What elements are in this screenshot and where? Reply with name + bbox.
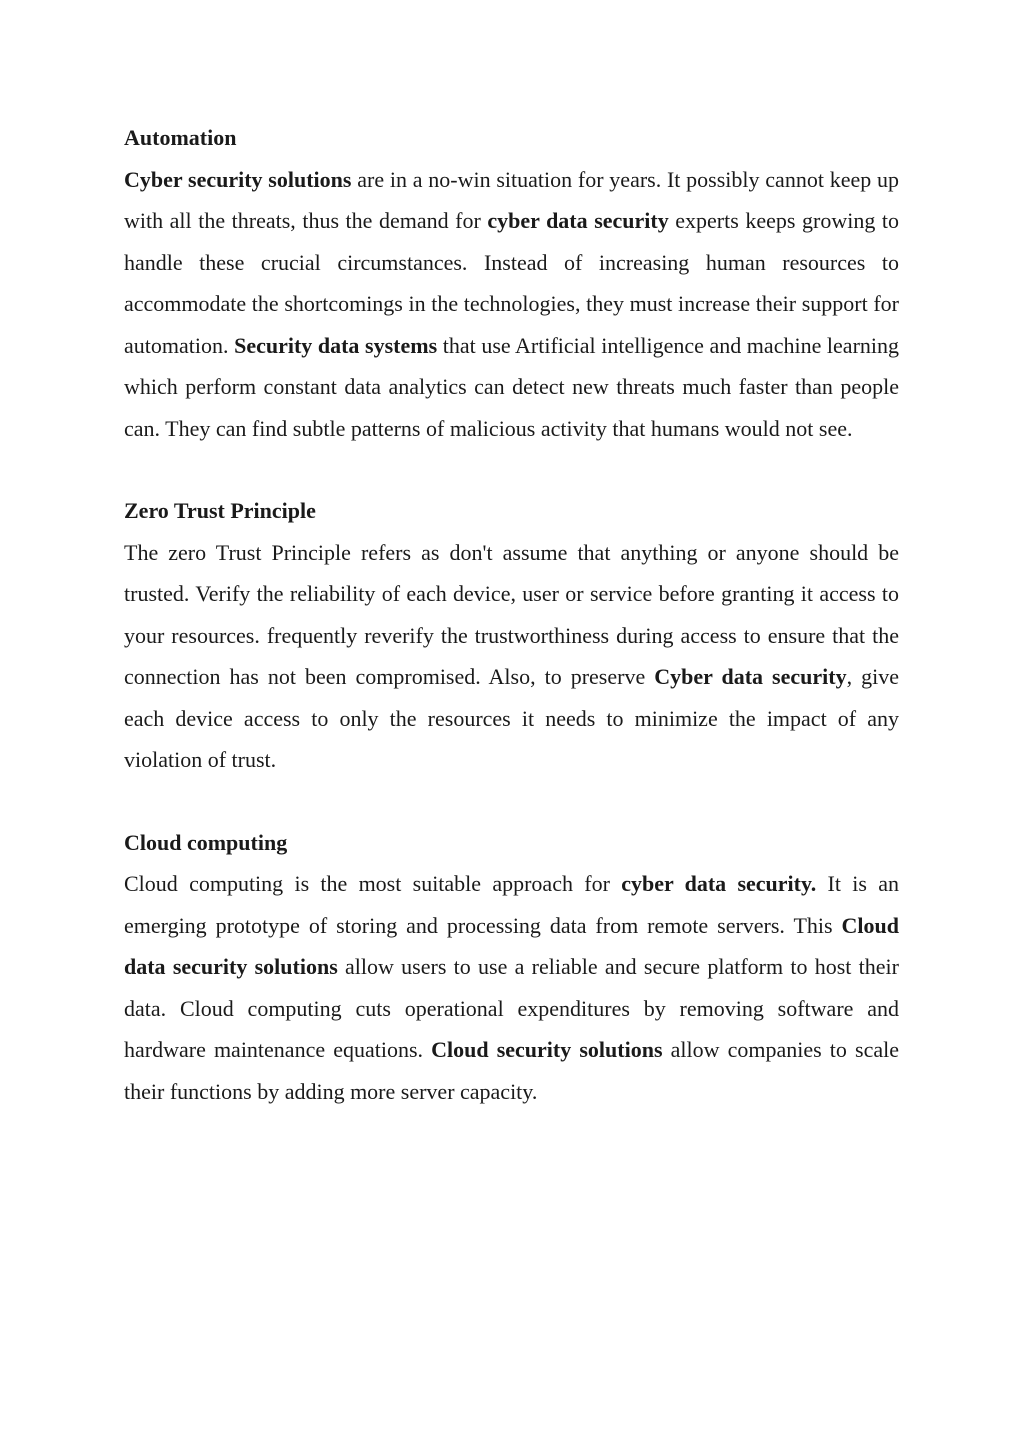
document-page bbox=[124, 117, 899, 1153]
bold-term: cyber data security bbox=[487, 208, 669, 233]
section-cloud-computing bbox=[124, 822, 899, 1113]
text-run: Cloud computing is the most suitable approach for bbox=[124, 871, 622, 896]
section-paragraph bbox=[124, 159, 899, 450]
text-run: experts keeps growing to handle these crucial circumstances. Instead of increasing human resources to accommodate the shortcomings in the technologies, they must increase their support for automation. bbox=[124, 208, 899, 358]
text-run: allow companies to scale their functions by adding more server capacity. bbox=[124, 1037, 899, 1104]
section-heading: Automation bbox=[124, 125, 237, 150]
text-run: It is an emerging prototype of storing and processing data from remote servers. This bbox=[124, 871, 899, 938]
section-heading: Cloud computing bbox=[124, 829, 288, 855]
bold-term: Cloud security solutions bbox=[431, 1037, 663, 1062]
bold-term: cyber data security. bbox=[621, 871, 817, 896]
bold-term: Security data systems bbox=[234, 332, 438, 358]
bold-term: Cloud data security solutions bbox=[124, 912, 899, 979]
section-heading: Zero Trust Principle bbox=[124, 498, 316, 523]
section-zero-trust bbox=[124, 490, 899, 781]
text-run: allow users to use a reliable and secure platform to host their data. Cloud computing cuts operational expenditures by removing software and hardware maintenance equations. bbox=[124, 954, 899, 1062]
section-paragraph bbox=[124, 863, 899, 1112]
text-run: are in a no-win situation for years. It possibly cannot keep up with all the threats, thus the demand for bbox=[124, 166, 899, 233]
section-automation bbox=[124, 117, 899, 449]
text-run: , give each device access to only the resources it needs to minimize the impact of any violation of trust. bbox=[124, 664, 899, 772]
bold-term: Cyber data security bbox=[654, 664, 847, 689]
text-run: The zero Trust Principle refers as don't assume that anything or anyone should be trusted. Verify the reliability of each device, user or service before granting it access to your resources. frequently reverify the trustworthiness during access to ensure that the connection has not been compromised. Also, to preserve bbox=[124, 539, 899, 689]
text-run: that use Artificial intelligence and machine learning which perform constant data analytics can detect new threats much faster than people can. They can find subtle patterns of malicious activity that humans would not see. bbox=[124, 332, 900, 441]
section-paragraph bbox=[124, 532, 899, 781]
bold-term: Cyber security solutions bbox=[124, 166, 352, 192]
